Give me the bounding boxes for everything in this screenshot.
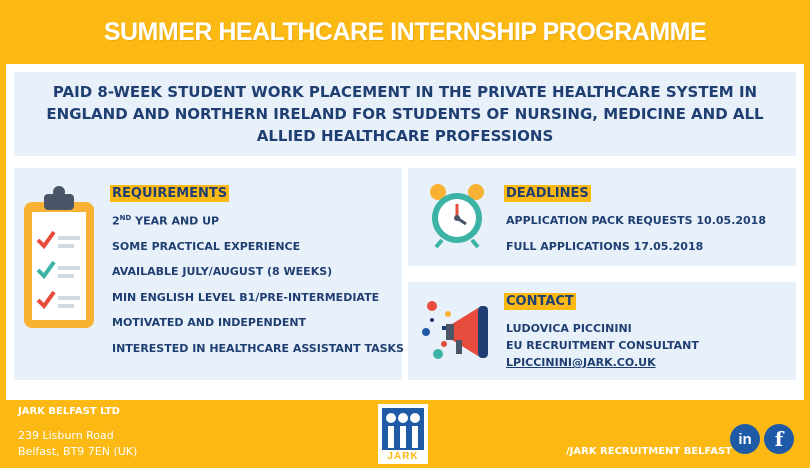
deadline-item: FULL APPLICATIONS 17.05.2018 bbox=[506, 240, 704, 253]
social-handle: /JARK RECRUITMENT BELFAST bbox=[566, 446, 733, 457]
requirement-year: 2ND YEAR AND UP bbox=[112, 214, 220, 228]
subtitle-text: PAID 8-WEEK STUDENT WORK PLACEMENT IN THE PRIVATE HEALTHCARE SYSTEM IN ENGLAND AND NORTHERN IRELAND FOR STUDENTS OF NURSING, MEDICINE AND ALL ALLIED HEALTHCARE PROFESSIONS bbox=[46, 83, 764, 145]
contact-role: EU RECRUITMENT CONSULTANT bbox=[506, 339, 699, 352]
contact-email-link[interactable]: LPICCININI@JARK.CO.UK bbox=[506, 356, 656, 369]
deadline-item: APPLICATION PACK REQUESTS 10.05.2018 bbox=[506, 214, 766, 227]
requirements-title: REQUIREMENTS bbox=[112, 186, 228, 201]
address-line-2: Belfast, BT9 7EN (UK) bbox=[18, 445, 138, 458]
subtitle-box bbox=[14, 72, 796, 156]
deadlines-title: DEADLINES bbox=[506, 186, 589, 201]
requirement-item: INTERESTED IN HEALTHCARE ASSISTANT TASKS bbox=[112, 342, 404, 355]
requirement-item: MIN ENGLISH LEVEL B1/PRE-INTERMEDIATE bbox=[112, 291, 380, 304]
jark-logo-mark bbox=[382, 408, 424, 450]
jark-logo bbox=[378, 404, 428, 464]
requirement-item: SOME PRACTICAL EXPERIENCE bbox=[112, 240, 301, 253]
requirement-item: MOTIVATED AND INDEPENDENT bbox=[112, 316, 307, 329]
contact-title: CONTACT bbox=[506, 294, 574, 309]
contact-panel bbox=[408, 282, 796, 380]
linkedin-icon[interactable]: in bbox=[730, 424, 760, 454]
clipboard-checklist-icon bbox=[20, 182, 100, 332]
requirements-panel bbox=[14, 168, 402, 380]
contact-name: LUDOVICA PICCININI bbox=[506, 322, 632, 335]
megaphone-icon bbox=[418, 292, 498, 372]
facebook-icon[interactable]: f bbox=[764, 424, 794, 454]
page-title: SUMMER HEALTHCARE INTERNSHIP PROGRAMME bbox=[103, 17, 707, 46]
address-line-1: 239 Lisburn Road bbox=[18, 429, 114, 442]
deadlines-panel bbox=[408, 168, 796, 266]
header-bar bbox=[0, 0, 810, 64]
logo-text: JARK bbox=[387, 451, 419, 462]
company-name: JARK BELFAST LTD bbox=[18, 406, 120, 417]
requirement-item: AVAILABLE JULY/AUGUST (8 WEEKS) bbox=[112, 265, 333, 278]
alarm-clock-icon bbox=[428, 182, 486, 248]
